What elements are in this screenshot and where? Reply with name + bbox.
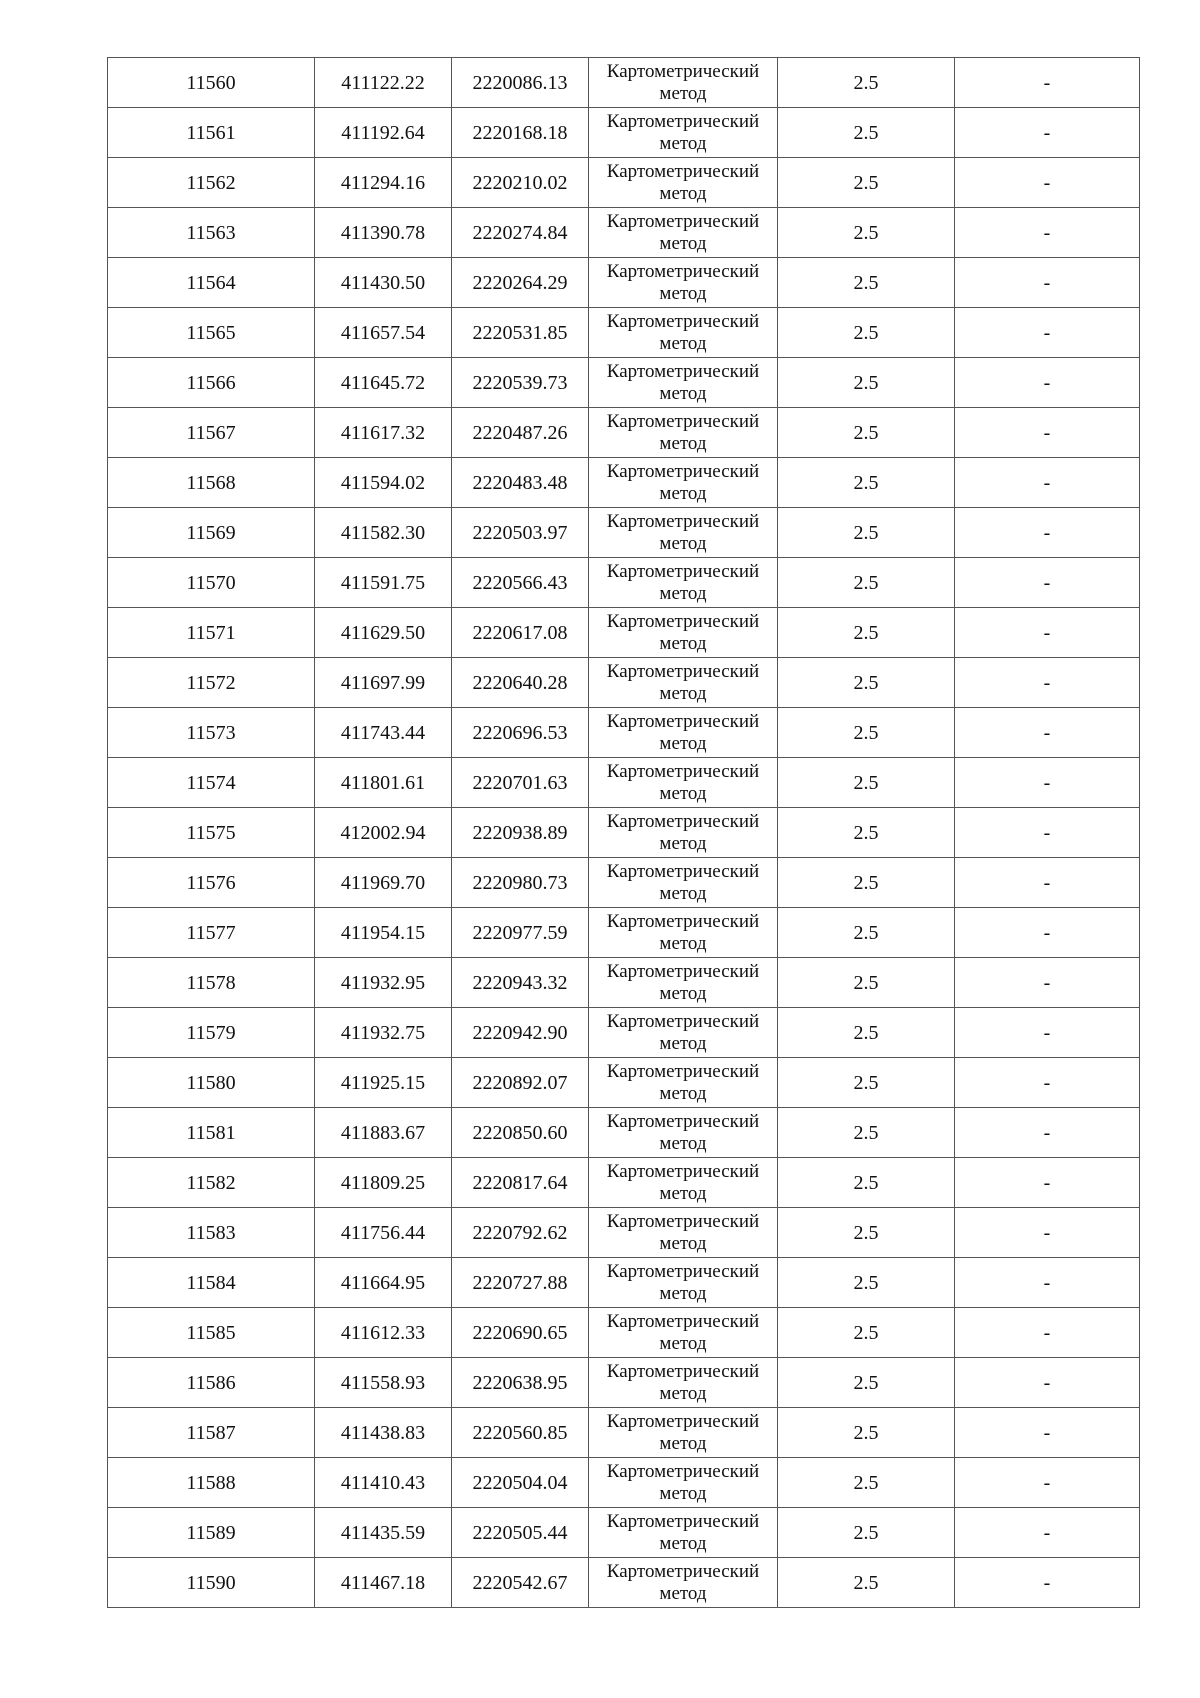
y-coordinate-cell: 2220560.85 — [452, 1408, 589, 1458]
accuracy-cell: 2.5 — [778, 858, 955, 908]
method-text-line2: метод — [659, 1532, 707, 1554]
y-coordinate-cell: 2220942.90 — [452, 1008, 589, 1058]
method-cell — [589, 908, 778, 958]
method-cell — [589, 308, 778, 358]
description-cell: - — [955, 158, 1140, 208]
x-coordinate-cell: 411435.59 — [315, 1508, 452, 1558]
method-text-line1: Картометрический — [606, 360, 760, 382]
method-text-line1: Картометрический — [606, 560, 760, 582]
method-text-line2: метод — [659, 1182, 707, 1204]
x-coordinate-cell: 411122.22 — [315, 58, 452, 108]
method-cell — [589, 58, 778, 108]
method-text-line1: Картометрический — [606, 410, 760, 432]
accuracy-cell: 2.5 — [778, 1408, 955, 1458]
x-coordinate-cell: 411657.54 — [315, 308, 452, 358]
description-cell: - — [955, 1458, 1140, 1508]
x-coordinate-cell: 411594.02 — [315, 458, 452, 508]
point-number-cell: 11572 — [108, 658, 315, 708]
accuracy-cell: 2.5 — [778, 458, 955, 508]
point-number-cell: 11568 — [108, 458, 315, 508]
description-cell: - — [955, 658, 1140, 708]
method-cell — [589, 1158, 778, 1208]
y-coordinate-cell: 2220483.48 — [452, 458, 589, 508]
x-coordinate-cell: 411438.83 — [315, 1408, 452, 1458]
table-row — [108, 1358, 1140, 1408]
y-coordinate-cell: 2220701.63 — [452, 758, 589, 808]
method-text-line2: метод — [659, 882, 707, 904]
description-cell: - — [955, 858, 1140, 908]
accuracy-cell: 2.5 — [778, 958, 955, 1008]
accuracy-cell: 2.5 — [778, 608, 955, 658]
method-text-line1: Картометрический — [606, 610, 760, 632]
table-row — [108, 458, 1140, 508]
method-text-line1: Картометрический — [606, 760, 760, 782]
table-row — [108, 1458, 1140, 1508]
method-text-line2: метод — [659, 982, 707, 1004]
method-text-line1: Картометрический — [606, 1460, 760, 1482]
description-cell: - — [955, 308, 1140, 358]
method-text-line1: Картометрический — [606, 1410, 760, 1432]
method-text-line1: Картометрический — [606, 960, 760, 982]
y-coordinate-cell: 2220531.85 — [452, 308, 589, 358]
x-coordinate-cell: 411612.33 — [315, 1308, 452, 1358]
x-coordinate-cell: 411582.30 — [315, 508, 452, 558]
method-cell — [589, 958, 778, 1008]
point-number-cell: 11578 — [108, 958, 315, 1008]
table-row — [108, 758, 1140, 808]
method-text-line1: Картометрический — [606, 810, 760, 832]
accuracy-cell: 2.5 — [778, 1008, 955, 1058]
method-cell — [589, 658, 778, 708]
y-coordinate-cell: 2220938.89 — [452, 808, 589, 858]
accuracy-cell: 2.5 — [778, 408, 955, 458]
accuracy-cell: 2.5 — [778, 758, 955, 808]
point-number-cell: 11562 — [108, 158, 315, 208]
accuracy-cell: 2.5 — [778, 1358, 955, 1408]
method-text-line1: Картометрический — [606, 1010, 760, 1032]
x-coordinate-cell: 411756.44 — [315, 1208, 452, 1258]
point-number-cell: 11581 — [108, 1108, 315, 1158]
description-cell: - — [955, 1058, 1140, 1108]
method-text-line1: Картометрический — [606, 1110, 760, 1132]
y-coordinate-cell: 2220792.62 — [452, 1208, 589, 1258]
x-coordinate-cell: 411954.15 — [315, 908, 452, 958]
method-text-line1: Картометрический — [606, 710, 760, 732]
method-cell — [589, 758, 778, 808]
point-number-cell: 11570 — [108, 558, 315, 608]
point-number-cell: 11579 — [108, 1008, 315, 1058]
table-row — [108, 708, 1140, 758]
y-coordinate-cell: 2220505.44 — [452, 1508, 589, 1558]
accuracy-cell: 2.5 — [778, 1558, 955, 1608]
table-row — [108, 1408, 1140, 1458]
table-row — [108, 858, 1140, 908]
x-coordinate-cell: 411969.70 — [315, 858, 452, 908]
y-coordinate-cell: 2220640.28 — [452, 658, 589, 708]
table-row — [108, 1508, 1140, 1558]
description-cell: - — [955, 1258, 1140, 1308]
y-coordinate-cell: 2220638.95 — [452, 1358, 589, 1408]
y-coordinate-cell: 2220977.59 — [452, 908, 589, 958]
method-text-line1: Картометрический — [606, 160, 760, 182]
point-number-cell: 11587 — [108, 1408, 315, 1458]
method-text-line2: метод — [659, 1582, 707, 1604]
point-number-cell: 11574 — [108, 758, 315, 808]
point-number-cell: 11577 — [108, 908, 315, 958]
x-coordinate-cell: 411932.75 — [315, 1008, 452, 1058]
method-cell — [589, 1258, 778, 1308]
table-row — [108, 258, 1140, 308]
point-number-cell: 11561 — [108, 108, 315, 158]
method-text-line1: Картометрический — [606, 860, 760, 882]
accuracy-cell: 2.5 — [778, 1208, 955, 1258]
accuracy-cell: 2.5 — [778, 158, 955, 208]
method-text-line2: метод — [659, 132, 707, 154]
description-cell: - — [955, 508, 1140, 558]
method-text-line2: метод — [659, 1332, 707, 1354]
method-cell — [589, 1458, 778, 1508]
accuracy-cell: 2.5 — [778, 308, 955, 358]
method-cell — [589, 258, 778, 308]
x-coordinate-cell: 411645.72 — [315, 358, 452, 408]
x-coordinate-cell: 411664.95 — [315, 1258, 452, 1308]
accuracy-cell: 2.5 — [778, 358, 955, 408]
point-number-cell: 11571 — [108, 608, 315, 658]
accuracy-cell: 2.5 — [778, 1508, 955, 1558]
x-coordinate-cell: 411410.43 — [315, 1458, 452, 1508]
method-cell — [589, 108, 778, 158]
method-cell — [589, 558, 778, 608]
method-cell — [589, 208, 778, 258]
table-row — [108, 1058, 1140, 1108]
method-text-line2: метод — [659, 482, 707, 504]
table-row — [108, 608, 1140, 658]
method-text-line1: Картометрический — [606, 1260, 760, 1282]
coordinates-table — [107, 57, 1140, 1608]
method-text-line1: Картометрический — [606, 1210, 760, 1232]
description-cell: - — [955, 808, 1140, 858]
method-cell — [589, 458, 778, 508]
method-cell — [589, 608, 778, 658]
point-number-cell: 11567 — [108, 408, 315, 458]
description-cell: - — [955, 608, 1140, 658]
accuracy-cell: 2.5 — [778, 208, 955, 258]
x-coordinate-cell: 411192.64 — [315, 108, 452, 158]
method-text-line2: метод — [659, 1432, 707, 1454]
method-text-line1: Картометрический — [606, 260, 760, 282]
method-cell — [589, 1208, 778, 1258]
point-number-cell: 11585 — [108, 1308, 315, 1358]
table-row — [108, 958, 1140, 1008]
method-cell — [589, 1058, 778, 1108]
method-text-line1: Картометрический — [606, 1160, 760, 1182]
description-cell: - — [955, 1208, 1140, 1258]
method-cell — [589, 508, 778, 558]
method-cell — [589, 1508, 778, 1558]
method-text-line1: Картометрический — [606, 510, 760, 532]
table-row — [108, 1208, 1140, 1258]
description-cell: - — [955, 458, 1140, 508]
table-row — [108, 158, 1140, 208]
table-row — [108, 808, 1140, 858]
table-row — [108, 408, 1140, 458]
y-coordinate-cell: 2220980.73 — [452, 858, 589, 908]
method-text-line1: Картометрический — [606, 910, 760, 932]
y-coordinate-cell: 2220566.43 — [452, 558, 589, 608]
x-coordinate-cell: 411925.15 — [315, 1058, 452, 1108]
x-coordinate-cell: 411697.99 — [315, 658, 452, 708]
x-coordinate-cell: 411617.32 — [315, 408, 452, 458]
y-coordinate-cell: 2220487.26 — [452, 408, 589, 458]
y-coordinate-cell: 2220168.18 — [452, 108, 589, 158]
method-text-line1: Картометрический — [606, 660, 760, 682]
y-coordinate-cell: 2220086.13 — [452, 58, 589, 108]
method-text-line2: метод — [659, 82, 707, 104]
method-text-line2: метод — [659, 382, 707, 404]
x-coordinate-cell: 411743.44 — [315, 708, 452, 758]
table-row — [108, 308, 1140, 358]
point-number-cell: 11590 — [108, 1558, 315, 1608]
method-text-line1: Картометрический — [606, 1310, 760, 1332]
description-cell: - — [955, 1158, 1140, 1208]
table-row — [108, 1558, 1140, 1608]
accuracy-cell: 2.5 — [778, 1458, 955, 1508]
method-cell — [589, 408, 778, 458]
point-number-cell: 11565 — [108, 308, 315, 358]
description-cell: - — [955, 1108, 1140, 1158]
table-row — [108, 658, 1140, 708]
method-cell — [589, 158, 778, 208]
method-text-line2: метод — [659, 182, 707, 204]
accuracy-cell: 2.5 — [778, 658, 955, 708]
x-coordinate-cell: 411294.16 — [315, 158, 452, 208]
method-text-line2: метод — [659, 1282, 707, 1304]
table-row — [108, 558, 1140, 608]
y-coordinate-cell: 2220264.29 — [452, 258, 589, 308]
y-coordinate-cell: 2220504.04 — [452, 1458, 589, 1508]
description-cell: - — [955, 58, 1140, 108]
table-row — [108, 108, 1140, 158]
point-number-cell: 11566 — [108, 358, 315, 408]
table-row — [108, 1008, 1140, 1058]
method-text-line1: Картометрический — [606, 1060, 760, 1082]
method-text-line2: метод — [659, 1232, 707, 1254]
accuracy-cell: 2.5 — [778, 508, 955, 558]
method-text-line2: метод — [659, 1382, 707, 1404]
y-coordinate-cell: 2220943.32 — [452, 958, 589, 1008]
method-cell — [589, 1008, 778, 1058]
method-text-line2: метод — [659, 632, 707, 654]
x-coordinate-cell: 411467.18 — [315, 1558, 452, 1608]
description-cell: - — [955, 1308, 1140, 1358]
table-row — [108, 208, 1140, 258]
method-text-line1: Картометрический — [606, 310, 760, 332]
table-row — [108, 908, 1140, 958]
accuracy-cell: 2.5 — [778, 1308, 955, 1358]
method-text-line1: Картометрический — [606, 1510, 760, 1532]
point-number-cell: 11564 — [108, 258, 315, 308]
x-coordinate-cell: 411558.93 — [315, 1358, 452, 1408]
y-coordinate-cell: 2220274.84 — [452, 208, 589, 258]
accuracy-cell: 2.5 — [778, 1258, 955, 1308]
x-coordinate-cell: 411591.75 — [315, 558, 452, 608]
description-cell: - — [955, 1008, 1140, 1058]
description-cell: - — [955, 1508, 1140, 1558]
point-number-cell: 11563 — [108, 208, 315, 258]
description-cell: - — [955, 1558, 1140, 1608]
x-coordinate-cell: 411390.78 — [315, 208, 452, 258]
method-cell — [589, 708, 778, 758]
y-coordinate-cell: 2220892.07 — [452, 1058, 589, 1108]
point-number-cell: 11575 — [108, 808, 315, 858]
point-number-cell: 11560 — [108, 58, 315, 108]
description-cell: - — [955, 708, 1140, 758]
method-text-line2: метод — [659, 282, 707, 304]
accuracy-cell: 2.5 — [778, 258, 955, 308]
table-row — [108, 1308, 1140, 1358]
accuracy-cell: 2.5 — [778, 558, 955, 608]
description-cell: - — [955, 1408, 1140, 1458]
table-row — [108, 508, 1140, 558]
y-coordinate-cell: 2220617.08 — [452, 608, 589, 658]
x-coordinate-cell: 411932.95 — [315, 958, 452, 1008]
point-number-cell: 11589 — [108, 1508, 315, 1558]
description-cell: - — [955, 758, 1140, 808]
y-coordinate-cell: 2220727.88 — [452, 1258, 589, 1308]
method-text-line2: метод — [659, 232, 707, 254]
point-number-cell: 11573 — [108, 708, 315, 758]
description-cell: - — [955, 358, 1140, 408]
accuracy-cell: 2.5 — [778, 1058, 955, 1108]
method-cell — [589, 858, 778, 908]
method-text-line2: метод — [659, 532, 707, 554]
y-coordinate-cell: 2220817.64 — [452, 1158, 589, 1208]
method-cell — [589, 358, 778, 408]
method-text-line1: Картометрический — [606, 1560, 760, 1582]
y-coordinate-cell: 2220696.53 — [452, 708, 589, 758]
y-coordinate-cell: 2220542.67 — [452, 1558, 589, 1608]
point-number-cell: 11576 — [108, 858, 315, 908]
method-text-line2: метод — [659, 332, 707, 354]
table-row — [108, 1158, 1140, 1208]
method-text-line2: метод — [659, 732, 707, 754]
coordinates-table-body — [108, 58, 1140, 1608]
method-cell — [589, 808, 778, 858]
method-cell — [589, 1408, 778, 1458]
method-text-line1: Картометрический — [606, 460, 760, 482]
x-coordinate-cell: 411883.67 — [315, 1108, 452, 1158]
description-cell: - — [955, 1358, 1140, 1408]
accuracy-cell: 2.5 — [778, 808, 955, 858]
description-cell: - — [955, 558, 1140, 608]
method-text-line1: Картометрический — [606, 210, 760, 232]
method-cell — [589, 1308, 778, 1358]
x-coordinate-cell: 411809.25 — [315, 1158, 452, 1208]
x-coordinate-cell: 411801.61 — [315, 758, 452, 808]
method-text-line2: метод — [659, 1482, 707, 1504]
x-coordinate-cell: 411629.50 — [315, 608, 452, 658]
point-number-cell: 11580 — [108, 1058, 315, 1108]
accuracy-cell: 2.5 — [778, 58, 955, 108]
method-text-line2: метод — [659, 682, 707, 704]
method-text-line1: Картометрический — [606, 110, 760, 132]
y-coordinate-cell: 2220850.60 — [452, 1108, 589, 1158]
accuracy-cell: 2.5 — [778, 708, 955, 758]
method-text-line2: метод — [659, 1032, 707, 1054]
method-cell — [589, 1358, 778, 1408]
description-cell: - — [955, 908, 1140, 958]
method-cell — [589, 1558, 778, 1608]
point-number-cell: 11569 — [108, 508, 315, 558]
accuracy-cell: 2.5 — [778, 1108, 955, 1158]
description-cell: - — [955, 208, 1140, 258]
accuracy-cell: 2.5 — [778, 1158, 955, 1208]
method-text-line2: метод — [659, 1082, 707, 1104]
y-coordinate-cell: 2220539.73 — [452, 358, 589, 408]
method-text-line2: метод — [659, 1132, 707, 1154]
y-coordinate-cell: 2220503.97 — [452, 508, 589, 558]
method-text-line2: метод — [659, 832, 707, 854]
point-number-cell: 11582 — [108, 1158, 315, 1208]
method-text-line2: метод — [659, 582, 707, 604]
method-text-line1: Картометрический — [606, 60, 760, 82]
method-cell — [589, 1108, 778, 1158]
method-text-line1: Картометрический — [606, 1360, 760, 1382]
method-text-line2: метод — [659, 782, 707, 804]
description-cell: - — [955, 958, 1140, 1008]
x-coordinate-cell: 412002.94 — [315, 808, 452, 858]
y-coordinate-cell: 2220210.02 — [452, 158, 589, 208]
method-text-line2: метод — [659, 432, 707, 454]
description-cell: - — [955, 108, 1140, 158]
table-row — [108, 1108, 1140, 1158]
description-cell: - — [955, 408, 1140, 458]
description-cell: - — [955, 258, 1140, 308]
point-number-cell: 11588 — [108, 1458, 315, 1508]
accuracy-cell: 2.5 — [778, 108, 955, 158]
point-number-cell: 11583 — [108, 1208, 315, 1258]
point-number-cell: 11584 — [108, 1258, 315, 1308]
x-coordinate-cell: 411430.50 — [315, 258, 452, 308]
method-text-line2: метод — [659, 932, 707, 954]
table-row — [108, 58, 1140, 108]
accuracy-cell: 2.5 — [778, 908, 955, 958]
point-number-cell: 11586 — [108, 1358, 315, 1408]
y-coordinate-cell: 2220690.65 — [452, 1308, 589, 1358]
table-row — [108, 358, 1140, 408]
table-row — [108, 1258, 1140, 1308]
